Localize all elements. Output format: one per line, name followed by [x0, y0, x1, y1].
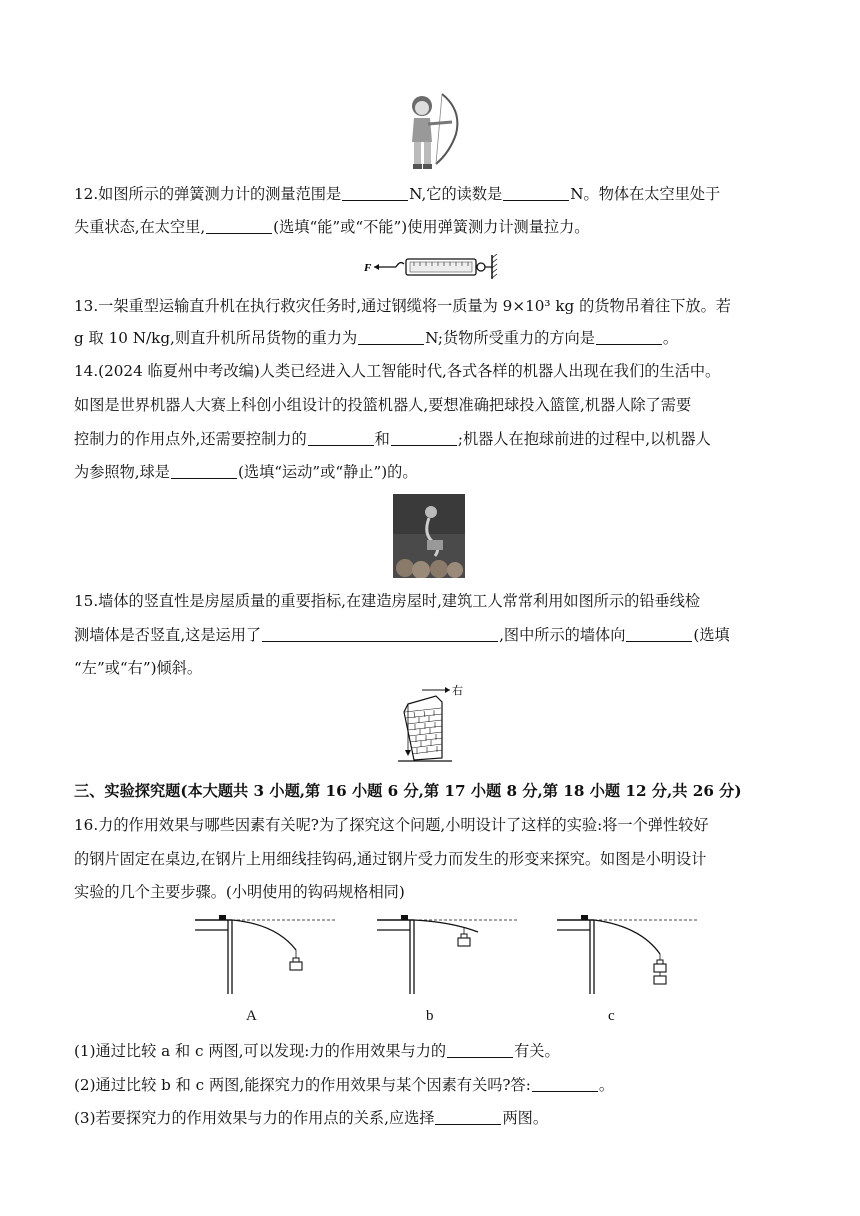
- q12-blank-reading[interactable]: [503, 186, 569, 201]
- q14-line-4: 为参照物,球是 (选填“运动”或“静止”)的。: [74, 463, 418, 481]
- force-label: F: [364, 262, 372, 274]
- q12-line-1: 12.如图所示的弹簧测力计的测量范围是 N,它的读数是 N。物体在太空里处于: [74, 185, 721, 203]
- q12-line-2: 失重状态,在太空里, (选填“能”或“不能”)使用弹簧测力计测量拉力。: [74, 218, 590, 236]
- q16-sub-1: (1)通过比较 a 和 c 两图,可以发现:力的作用效果与力的 有关。: [74, 1042, 560, 1060]
- q16-blank-1[interactable]: [447, 1043, 513, 1058]
- q15-line-1: 15.墙体的竖直性是房屋质量的重要指标,在建造房屋时,建筑工人常常利用如图所示的铅垂线检: [74, 592, 701, 610]
- q12-blank-range[interactable]: [342, 186, 408, 201]
- figure-label-b: b: [426, 1008, 434, 1024]
- q16-line-2: 的钢片固定在桌边,在钢片上用细线挂钩码,通过钢片受力而发生的形变来探究。如图是小明设计: [74, 850, 707, 868]
- basketball-robot-photo: [393, 494, 465, 578]
- brick-wall-plumb-image: [394, 684, 472, 764]
- q14-line-1: 14.(2024 临夏州中考改编)人类已经进入人工智能时代,各式各样的机器人出现在我们的生活中。: [74, 362, 721, 380]
- experiment-figure-c: [552, 910, 702, 1000]
- experiment-figure-b: [372, 910, 522, 1000]
- q16-line-1: 16.力的作用效果与哪些因素有关呢?为了探究这个问题,小明设计了这样的实验:将一个弹性较好: [74, 816, 709, 834]
- arrow-label: 右: [452, 684, 463, 697]
- q15-line-2: 测墙体是否竖直,这是运用了 ,图中所示的墙体向 (选填: [74, 626, 730, 644]
- q13-line-2: g 取 10 N/kg,则直升机所吊货物的重力为 N;货物所受重力的方向是 。: [74, 329, 679, 347]
- q14-line-3: 控制力的作用点外,还需要控制力的 和 ;机器人在抱球前进的过程中,以机器人: [74, 430, 711, 448]
- spring-scale-image: [362, 252, 502, 282]
- figure-label-c: c: [608, 1008, 615, 1024]
- q13-blank-direction[interactable]: [596, 330, 662, 345]
- q15-blank-principle[interactable]: [262, 627, 498, 642]
- q14-line-2: 如图是世界机器人大赛上科创小组设计的投篮机器人,要想准确把球投入篮筐,机器人除了需要: [74, 396, 692, 414]
- q12-blank-can[interactable]: [206, 219, 272, 234]
- q13-blank-gravity[interactable]: [358, 330, 424, 345]
- section-3-heading: 三、实验探究题(本大题共 3 小题,第 16 小题 6 分,第 17 小题 8 分,第 18 小题 12 分,共 26 分): [74, 782, 742, 800]
- q13-line-1: 13.一架重型运输直升机在执行救灾任务时,通过钢缆将一质量为 9×10³ kg 的货物吊着往下放。若: [74, 297, 731, 315]
- q16-line-3: 实验的几个主要步骤。(小明使用的钩码规格相同): [74, 883, 405, 901]
- q16-blank-3[interactable]: [435, 1110, 501, 1125]
- experiment-figure-a: [190, 910, 340, 1000]
- q15-blank-direction[interactable]: [626, 627, 692, 642]
- figure-label-a: A: [246, 1008, 257, 1024]
- q16-sub-2: (2)通过比较 b 和 c 两图,能探究力的作用效果与某个因素有关吗?答: 。: [74, 1076, 615, 1094]
- q14-blank-motion[interactable]: [171, 464, 237, 479]
- archer-girl-image: [400, 90, 466, 174]
- q15-line-3: “左”或“右”)倾斜。: [74, 659, 203, 677]
- q16-sub-3: (3)若要探究力的作用效果与力的作用点的关系,应选择 两图。: [74, 1109, 549, 1127]
- q14-blank-2[interactable]: [391, 431, 457, 446]
- q16-blank-2[interactable]: [532, 1077, 598, 1092]
- q14-blank-1[interactable]: [308, 431, 374, 446]
